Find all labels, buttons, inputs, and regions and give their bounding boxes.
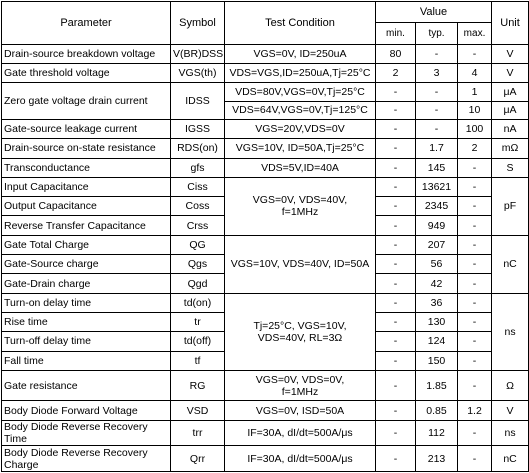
unit-cell: V xyxy=(492,44,529,63)
unit-cell: V xyxy=(492,64,529,83)
symbol-cell: gfs xyxy=(171,158,225,177)
unit-cell: μA xyxy=(492,83,529,101)
condition-cell: VGS=0V, ISD=50A xyxy=(225,401,376,420)
symbol-cell: V(BR)DSS xyxy=(171,44,225,63)
unit-cell: ns xyxy=(492,420,529,446)
typ-cell: 1.7 xyxy=(416,139,458,158)
max-cell: - xyxy=(458,255,492,274)
min-cell: - xyxy=(376,255,416,274)
unit-cell: nA xyxy=(492,119,529,138)
max-cell: - xyxy=(458,332,492,351)
param-cell: Gate-Drain charge xyxy=(2,274,171,293)
unit-cell-capacitance: pF xyxy=(492,177,529,235)
header-parameter: Parameter xyxy=(2,2,171,45)
param-cell xyxy=(2,420,171,446)
condition-line: Tj=25°C, VGS=10V, xyxy=(253,319,347,332)
typ-cell: - xyxy=(416,101,458,119)
condition-line: VGS=0V, VDS=0V, xyxy=(255,373,345,386)
typ-cell: 124 xyxy=(416,332,458,351)
param-cell: Reverse Transfer Capacitance xyxy=(2,216,171,235)
symbol-cell: Qgd xyxy=(171,274,225,293)
param-cell: Gate threshold voltage xyxy=(2,64,171,83)
unit-cell: Ω xyxy=(492,370,529,401)
symbol-cell: RDS(on) xyxy=(171,139,225,158)
header-min: min. xyxy=(376,23,416,44)
table-header-row xyxy=(2,2,529,23)
min-cell: - xyxy=(376,139,416,158)
symbol-cell: IDSS xyxy=(171,83,225,120)
min-cell: - xyxy=(376,274,416,293)
max-cell: 100 xyxy=(458,119,492,138)
typ-cell: 56 xyxy=(416,255,458,274)
typ-cell: 145 xyxy=(416,158,458,177)
symbol-cell: VSD xyxy=(171,401,225,420)
unit-cell: μA xyxy=(492,101,529,119)
condition-cell-charge: VGS=10V, VDS=40V, ID=50A xyxy=(225,235,376,293)
param-cell: Gate Total Charge xyxy=(2,235,171,254)
min-cell: - xyxy=(376,446,416,472)
max-cell: - xyxy=(458,420,492,446)
max-cell: - xyxy=(458,293,492,312)
typ-cell: 2345 xyxy=(416,197,458,216)
max-cell: - xyxy=(458,274,492,293)
table-row xyxy=(2,177,529,196)
table-row xyxy=(2,446,529,472)
min-cell: - xyxy=(376,158,416,177)
param-cell: Input Capacitance xyxy=(2,177,171,196)
table-row xyxy=(2,119,529,138)
symbol-cell: Coss xyxy=(171,197,225,216)
typ-cell: 13621 xyxy=(416,177,458,196)
param-line: Time xyxy=(4,433,27,446)
symbol-cell: IGSS xyxy=(171,119,225,138)
max-cell: - xyxy=(458,44,492,63)
specification-table xyxy=(1,1,529,472)
param-line: Body Diode Reverse Recovery xyxy=(4,446,148,459)
min-cell: - xyxy=(376,313,416,332)
header-typ: typ. xyxy=(416,23,458,44)
condition-cell: VGS=0V, ID=250uA xyxy=(225,44,376,63)
condition-cell: VDS=VGS,ID=250uA,Tj=25°C xyxy=(225,64,376,83)
table-row xyxy=(2,139,529,158)
param-cell: Drain-source breakdown voltage xyxy=(2,44,171,63)
symbol-cell: trr xyxy=(171,420,225,446)
symbol-cell: Ciss xyxy=(171,177,225,196)
typ-cell: 42 xyxy=(416,274,458,293)
param-cell xyxy=(2,446,171,472)
table-row xyxy=(2,235,529,254)
symbol-cell: RG xyxy=(171,370,225,401)
typ-cell: 150 xyxy=(416,351,458,370)
min-cell: - xyxy=(376,332,416,351)
min-cell: - xyxy=(376,216,416,235)
max-cell: 1 xyxy=(458,83,492,101)
min-cell: - xyxy=(376,119,416,138)
min-cell: - xyxy=(376,420,416,446)
condition-cell: VDS=5V,ID=40A xyxy=(225,158,376,177)
typ-cell: 207 xyxy=(416,235,458,254)
max-cell: 10 xyxy=(458,101,492,119)
param-cell: Turn-on delay time xyxy=(2,293,171,312)
condition-cell-capacitance xyxy=(225,177,376,235)
typ-cell: - xyxy=(416,83,458,101)
min-cell: - xyxy=(376,235,416,254)
unit-cell: nC xyxy=(492,446,529,472)
symbol-cell: QG xyxy=(171,235,225,254)
table-row xyxy=(2,83,529,101)
max-cell: - xyxy=(458,446,492,472)
condition-cell xyxy=(225,370,376,401)
param-cell: Gate-source leakage current xyxy=(2,119,171,138)
max-cell: - xyxy=(458,197,492,216)
max-cell: 2 xyxy=(458,139,492,158)
condition-line: f=1MHz xyxy=(281,206,319,219)
param-cell: Rise time xyxy=(2,313,171,332)
typ-cell: - xyxy=(416,44,458,63)
max-cell: - xyxy=(458,351,492,370)
max-cell: - xyxy=(458,313,492,332)
symbol-cell: td(off) xyxy=(171,332,225,351)
table-row xyxy=(2,370,529,401)
max-cell: 4 xyxy=(458,64,492,83)
typ-cell: 949 xyxy=(416,216,458,235)
unit-cell: mΩ xyxy=(492,139,529,158)
param-cell: Turn-off delay time xyxy=(2,332,171,351)
condition-cell: IF=30A, dI/dt=500A/μs xyxy=(225,420,376,446)
typ-cell: 112 xyxy=(416,420,458,446)
table-row xyxy=(2,44,529,63)
symbol-cell: td(on) xyxy=(171,293,225,312)
min-cell: 80 xyxy=(376,44,416,63)
param-cell: Fall time xyxy=(2,351,171,370)
param-cell: Output Capacitance xyxy=(2,197,171,216)
condition-line: f=1MHz xyxy=(281,385,319,398)
max-cell: - xyxy=(458,158,492,177)
header-test-condition: Test Condition xyxy=(225,2,376,45)
header-unit: Unit xyxy=(492,2,529,45)
unit-cell: V xyxy=(492,401,529,420)
param-cell: Gate-Source charge xyxy=(2,255,171,274)
min-cell: - xyxy=(376,401,416,420)
unit-cell-charge: nC xyxy=(492,235,529,293)
param-cell: Body Diode Forward Voltage xyxy=(2,401,171,420)
typ-cell: 3 xyxy=(416,64,458,83)
condition-cell: VGS=10V, ID=50A,Tj=25°C xyxy=(225,139,376,158)
param-line: Body Diode Reverse Recovery xyxy=(4,420,148,433)
symbol-cell: tf xyxy=(171,351,225,370)
typ-cell: 0.85 xyxy=(416,401,458,420)
condition-line: VDS=40V, RL=3Ω xyxy=(257,331,343,344)
min-cell: - xyxy=(376,370,416,401)
table-row xyxy=(2,420,529,446)
symbol-cell: Qgs xyxy=(171,255,225,274)
symbol-cell: Qrr xyxy=(171,446,225,472)
param-cell: Transconductance xyxy=(2,158,171,177)
typ-cell: 36 xyxy=(416,293,458,312)
condition-cell-switching xyxy=(225,293,376,370)
max-cell: - xyxy=(458,177,492,196)
typ-cell: - xyxy=(416,119,458,138)
condition-cell: VDS=64V,VGS=0V,Tj=125°C xyxy=(225,101,376,119)
table-row xyxy=(2,401,529,420)
param-cell: Zero gate voltage drain current xyxy=(2,83,171,120)
condition-cell: IF=30A, dI/dt=500A/μs xyxy=(225,446,376,472)
typ-cell: 130 xyxy=(416,313,458,332)
symbol-cell: VGS(th) xyxy=(171,64,225,83)
typ-cell: 1.85 xyxy=(416,370,458,401)
header-symbol: Symbol xyxy=(171,2,225,45)
table-row xyxy=(2,64,529,83)
condition-cell: VDS=80V,VGS=0V,Tj=25°C xyxy=(225,83,376,101)
param-cell: Gate resistance xyxy=(2,370,171,401)
max-cell: - xyxy=(458,216,492,235)
min-cell: 2 xyxy=(376,64,416,83)
header-value: Value xyxy=(376,2,492,23)
condition-line: VGS=0V, VDS=40V, xyxy=(252,194,348,207)
symbol-cell: tr xyxy=(171,313,225,332)
header-max: max. xyxy=(458,23,492,44)
unit-cell: S xyxy=(492,158,529,177)
condition-cell: VGS=20V,VDS=0V xyxy=(225,119,376,138)
table-row xyxy=(2,293,529,312)
max-cell: 1.2 xyxy=(458,401,492,420)
unit-cell-switching: ns xyxy=(492,293,529,370)
min-cell: - xyxy=(376,177,416,196)
max-cell: - xyxy=(458,235,492,254)
min-cell: - xyxy=(376,197,416,216)
symbol-cell: Crss xyxy=(171,216,225,235)
param-line: Charge xyxy=(4,458,39,471)
min-cell: - xyxy=(376,351,416,370)
typ-cell: 213 xyxy=(416,446,458,472)
table-row xyxy=(2,158,529,177)
min-cell: - xyxy=(376,83,416,101)
param-cell: Drain-source on-state resistance xyxy=(2,139,171,158)
max-cell: - xyxy=(458,370,492,401)
min-cell: - xyxy=(376,293,416,312)
min-cell: - xyxy=(376,101,416,119)
